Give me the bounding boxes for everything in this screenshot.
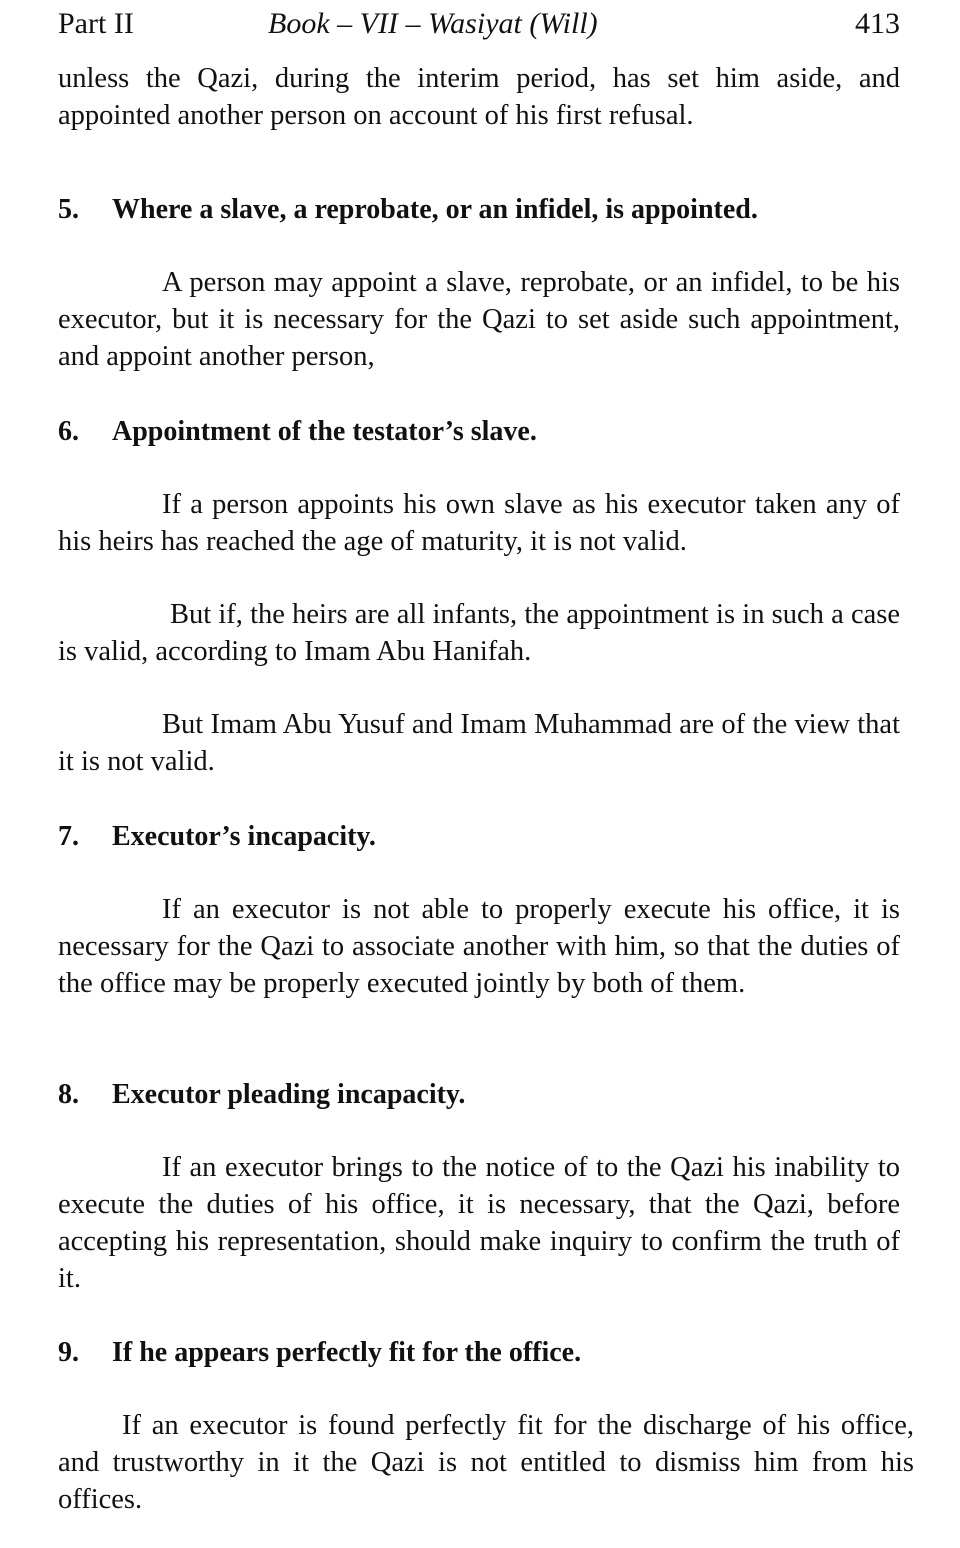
continuation-paragraph: unless the Qazi, during the interim period, has set him aside, and appointed another person on account of his first refusal. bbox=[58, 63, 900, 131]
section-number: 9. bbox=[58, 1337, 79, 1368]
section-number: 5. bbox=[58, 194, 79, 225]
part-label: Part II bbox=[58, 7, 134, 40]
section-title: Executor’s incapacity. bbox=[112, 821, 376, 852]
page-number: 413 bbox=[855, 7, 900, 40]
section-9-paragraph: If an executor is found perfectly fit for the discharge of his office, and trustworthy in it the Qazi is not entitled to dismiss him from his offices. bbox=[58, 1410, 914, 1515]
section-9-heading bbox=[58, 1334, 900, 1371]
section-title: Executor pleading incapacity. bbox=[112, 1079, 466, 1110]
section-6-paragraph-2: But if, the heirs are all infants, the appointment is in such a case is valid, according to Imam Abu Hanifah. bbox=[58, 599, 900, 667]
section-7-heading bbox=[58, 818, 900, 855]
section-6-heading bbox=[58, 413, 900, 450]
section-title: Appointment of the testator’s slave. bbox=[112, 416, 537, 447]
section-5-paragraph: A person may appoint a slave, reprobate, or an infidel, to be his executor, but it is necessary for the Qazi to set aside such appointment, and appoint another person, bbox=[58, 267, 900, 372]
section-number: 6. bbox=[58, 416, 79, 447]
book-title: Book – VII – Wasiyat (Will) bbox=[268, 7, 598, 40]
running-header bbox=[58, 4, 900, 44]
section-number: 7. bbox=[58, 821, 79, 852]
section-title: If he appears perfectly fit for the office. bbox=[112, 1337, 582, 1368]
section-title: Where a slave, a reprobate, or an infidel, is appointed. bbox=[112, 194, 758, 225]
section-6-paragraph-1: If a person appoints his own slave as his executor taken any of his heirs has reached the age of maturity, it is not valid. bbox=[58, 489, 900, 557]
section-number: 8. bbox=[58, 1079, 79, 1110]
section-5-heading bbox=[58, 191, 900, 228]
section-8-heading bbox=[58, 1076, 900, 1113]
section-8-paragraph: If an executor brings to the notice of to the Qazi his inability to execute the duties of his office, it is necessary, that the Qazi, before accepting his representation, should make inquiry to confirm the truth of it. bbox=[58, 1152, 900, 1294]
section-7-paragraph: If an executor is not able to properly execute his office, it is necessary for the Qazi to associate another with him, so that the duties of the office may be properly executed jointly by both of them. bbox=[58, 894, 900, 999]
section-6-paragraph-3: But Imam Abu Yusuf and Imam Muhammad are of the view that it is not valid. bbox=[58, 709, 900, 777]
